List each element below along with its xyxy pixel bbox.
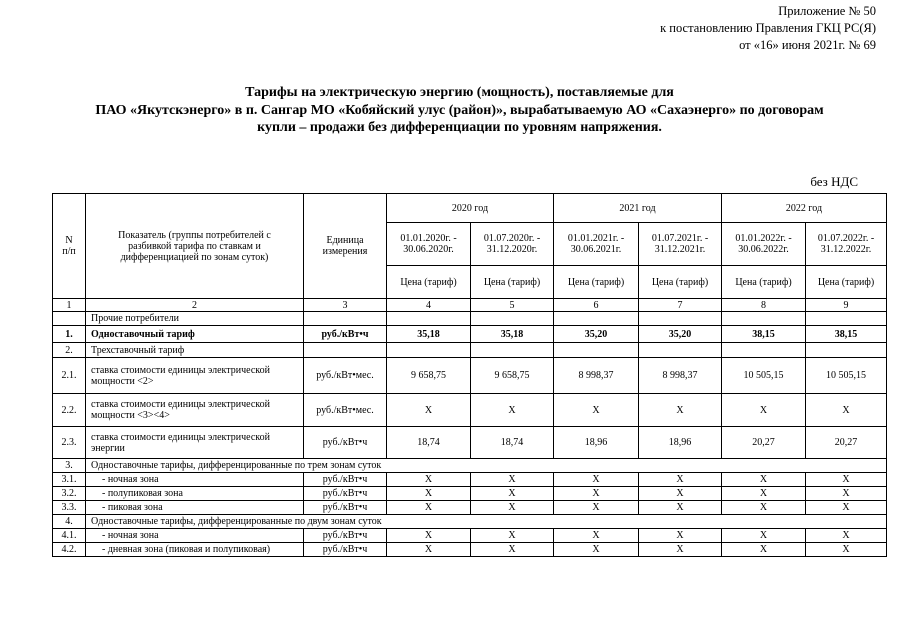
row-value: X — [387, 501, 471, 515]
header-indicator — [86, 194, 304, 299]
column-number: 2 — [86, 299, 304, 312]
table-row-3-2 — [53, 487, 887, 501]
table-row-3-3 — [53, 501, 887, 515]
header-period: 01.01.2021г. - 30.06.2021г. — [554, 223, 639, 266]
row-value: X — [471, 501, 554, 515]
table-row-4 — [53, 515, 887, 529]
header-indicator-text: Показатель (группы потребителей с разбивкой тарифа по ставкам и дифференциацией по зонам суток) — [118, 229, 271, 263]
approval-block — [660, 3, 876, 54]
row-value: 35,18 — [387, 326, 471, 343]
header-period: 01.07.2022г. - 31.12.2022г. — [806, 223, 887, 266]
row-name: Одноставочный тариф — [86, 326, 304, 343]
row-unit — [304, 312, 387, 326]
row-number: 3.3. — [53, 501, 86, 515]
row-name: - дневная зона (пиковая и полупиковая) — [86, 543, 304, 557]
vat-note: без НДС — [810, 174, 858, 189]
row-value: X — [554, 473, 639, 487]
row-value — [387, 312, 471, 326]
row-name: - ночная зона — [86, 473, 304, 487]
row-unit: руб./кВт•ч — [304, 473, 387, 487]
row-value — [554, 343, 639, 358]
row-value — [806, 343, 887, 358]
row-value: X — [471, 543, 554, 557]
row-value: X — [554, 501, 639, 515]
row-value: 35,18 — [471, 326, 554, 343]
table-row-2-2 — [53, 394, 887, 427]
row-value: 10 505,15 — [806, 358, 887, 394]
row-value: 18,74 — [471, 427, 554, 459]
row-value: X — [639, 543, 722, 557]
header-price: Цена (тариф) — [722, 266, 806, 299]
row-value: X — [471, 394, 554, 427]
row-value: 18,96 — [554, 427, 639, 459]
row-unit: руб./кВт•ч — [304, 529, 387, 543]
row-value — [639, 312, 722, 326]
row-value: X — [387, 473, 471, 487]
header-number-label: N — [65, 235, 73, 246]
row-section-name: Одноставочные тарифы, дифференцированные по двум зонам суток — [86, 515, 887, 529]
header-row-years — [53, 194, 887, 223]
row-value — [639, 343, 722, 358]
row-value: 35,20 — [554, 326, 639, 343]
row-value: X — [554, 543, 639, 557]
row-unit: руб./кВт•ч — [304, 501, 387, 515]
column-number: 6 — [554, 299, 639, 312]
header-number — [53, 194, 86, 299]
row-value: 8 998,37 — [639, 358, 722, 394]
row-value: X — [722, 394, 806, 427]
row-value: X — [722, 501, 806, 515]
column-number: 4 — [387, 299, 471, 312]
row-unit: руб./кВт•ч — [304, 543, 387, 557]
row-value: 18,96 — [639, 427, 722, 459]
row-value: X — [639, 394, 722, 427]
column-number: 9 — [806, 299, 887, 312]
row-name: ставка стоимости единицы электрической энергии — [86, 427, 304, 459]
header-price: Цена (тариф) — [639, 266, 722, 299]
row-value: X — [806, 473, 887, 487]
row-value — [387, 343, 471, 358]
row-value: 9 658,75 — [387, 358, 471, 394]
table-row-2-3 — [53, 427, 887, 459]
row-value: X — [554, 487, 639, 501]
header-unit-text: Единица измерения — [322, 235, 368, 257]
column-number: 7 — [639, 299, 722, 312]
row-name: - пиковая зона — [86, 501, 304, 515]
column-number: 8 — [722, 299, 806, 312]
document-title — [14, 84, 905, 137]
row-value: X — [471, 529, 554, 543]
row-unit: руб./кВт•ч — [304, 487, 387, 501]
column-number: 1 — [53, 299, 86, 312]
row-value: 20,27 — [722, 427, 806, 459]
header-price: Цена (тариф) — [806, 266, 887, 299]
column-number: 3 — [304, 299, 387, 312]
header-price: Цена (тариф) — [471, 266, 554, 299]
row-value: 9 658,75 — [471, 358, 554, 394]
row-number: 3.2. — [53, 487, 86, 501]
row-value — [471, 343, 554, 358]
row-section-name: Одноставочные тарифы, дифференцированные по трем зонам суток — [86, 459, 887, 473]
row-value: X — [639, 473, 722, 487]
row-number: 4. — [53, 515, 86, 529]
resolution-line: к постановлению Правления ГКЦ РС(Я) — [660, 21, 876, 35]
row-number: 4.2. — [53, 543, 86, 557]
row-name: ставка стоимости единицы электрической мощности <3><4> — [86, 394, 304, 427]
row-number — [53, 312, 86, 326]
row-number: 1. — [53, 326, 86, 343]
table-row-2-1 — [53, 358, 887, 394]
row-value: X — [639, 529, 722, 543]
row-value: 35,20 — [639, 326, 722, 343]
header-unit — [304, 194, 387, 299]
row-value: X — [806, 501, 887, 515]
row-name: - полупиковая зона — [86, 487, 304, 501]
table-row-4-1 — [53, 529, 887, 543]
row-value: 20,27 — [806, 427, 887, 459]
header-period: 01.07.2020г. - 31.12.2020г. — [471, 223, 554, 266]
header-year-2022: 2022 год — [722, 194, 887, 223]
row-value: X — [722, 529, 806, 543]
row-number: 2. — [53, 343, 86, 358]
row-value — [722, 343, 806, 358]
row-value: 38,15 — [722, 326, 806, 343]
row-value: X — [722, 473, 806, 487]
row-value: X — [471, 487, 554, 501]
row-unit: руб./кВт•мес. — [304, 394, 387, 427]
column-number: 5 — [471, 299, 554, 312]
row-value: X — [722, 487, 806, 501]
row-value: X — [722, 543, 806, 557]
row-name: Трехставочный тариф — [86, 343, 304, 358]
row-value: X — [639, 501, 722, 515]
row-name: ставка стоимости единицы электрической мощности <2> — [86, 358, 304, 394]
row-unit: руб./кВт•мес. — [304, 358, 387, 394]
header-year-2020: 2020 год — [387, 194, 554, 223]
header-period: 01.07.2021г. - 31.12.2021г. — [639, 223, 722, 266]
title-line-2: ПАО «Якутскэнерго» в п. Сангар МО «Кобяйский улус (район)», вырабатываемую АО «Сахаэнерго» по договорам — [95, 102, 824, 118]
row-value: 38,15 — [806, 326, 887, 343]
row-number: 2.2. — [53, 394, 86, 427]
row-value: 10 505,15 — [722, 358, 806, 394]
row-name: - ночная зона — [86, 529, 304, 543]
row-value: 8 998,37 — [554, 358, 639, 394]
row-number: 4.1. — [53, 529, 86, 543]
table-row-3-1 — [53, 473, 887, 487]
appendix-line: Приложение № 50 — [778, 4, 876, 18]
title-line-3: купли – продажи без дифференциации по уровням напряжения. — [257, 120, 662, 135]
table-row-3 — [53, 459, 887, 473]
row-value — [722, 312, 806, 326]
row-number: 3.1. — [53, 473, 86, 487]
tariff-table — [52, 193, 887, 557]
row-number: 3. — [53, 459, 86, 473]
row-unit: руб./кВт•ч — [304, 326, 387, 343]
row-value — [806, 312, 887, 326]
row-value — [471, 312, 554, 326]
row-value: X — [806, 487, 887, 501]
row-value: X — [554, 394, 639, 427]
row-value: X — [387, 487, 471, 501]
resolution-date-line: от «16» июня 2021г. № 69 — [739, 38, 876, 52]
header-year-2021: 2021 год — [554, 194, 722, 223]
row-value: X — [387, 543, 471, 557]
row-value: X — [387, 529, 471, 543]
row-value: X — [806, 394, 887, 427]
row-value: X — [806, 543, 887, 557]
row-unit — [304, 343, 387, 358]
header-price: Цена (тариф) — [387, 266, 471, 299]
header-price: Цена (тариф) — [554, 266, 639, 299]
row-name: Прочие потребители — [86, 312, 304, 326]
row-value: X — [639, 487, 722, 501]
row-unit: руб./кВт•ч — [304, 427, 387, 459]
row-number: 2.1. — [53, 358, 86, 394]
row-value — [554, 312, 639, 326]
title-line-1: Тарифы на электрическую энергию (мощность), поставляемые для — [245, 85, 674, 100]
row-value: X — [471, 473, 554, 487]
table-row-other-consumers — [53, 312, 887, 326]
row-value: 18,74 — [387, 427, 471, 459]
header-row-column-numbers — [53, 299, 887, 312]
table-row-1 — [53, 326, 887, 343]
header-period: 01.01.2020г. - 30.06.2020г. — [387, 223, 471, 266]
row-value: X — [387, 394, 471, 427]
table-row-2 — [53, 343, 887, 358]
row-value: X — [554, 529, 639, 543]
row-number: 2.3. — [53, 427, 86, 459]
header-number-sub: п/п — [62, 246, 76, 257]
header-period: 01.01.2022г. - 30.06.2022г. — [722, 223, 806, 266]
table-row-4-2 — [53, 543, 887, 557]
row-value: X — [806, 529, 887, 543]
